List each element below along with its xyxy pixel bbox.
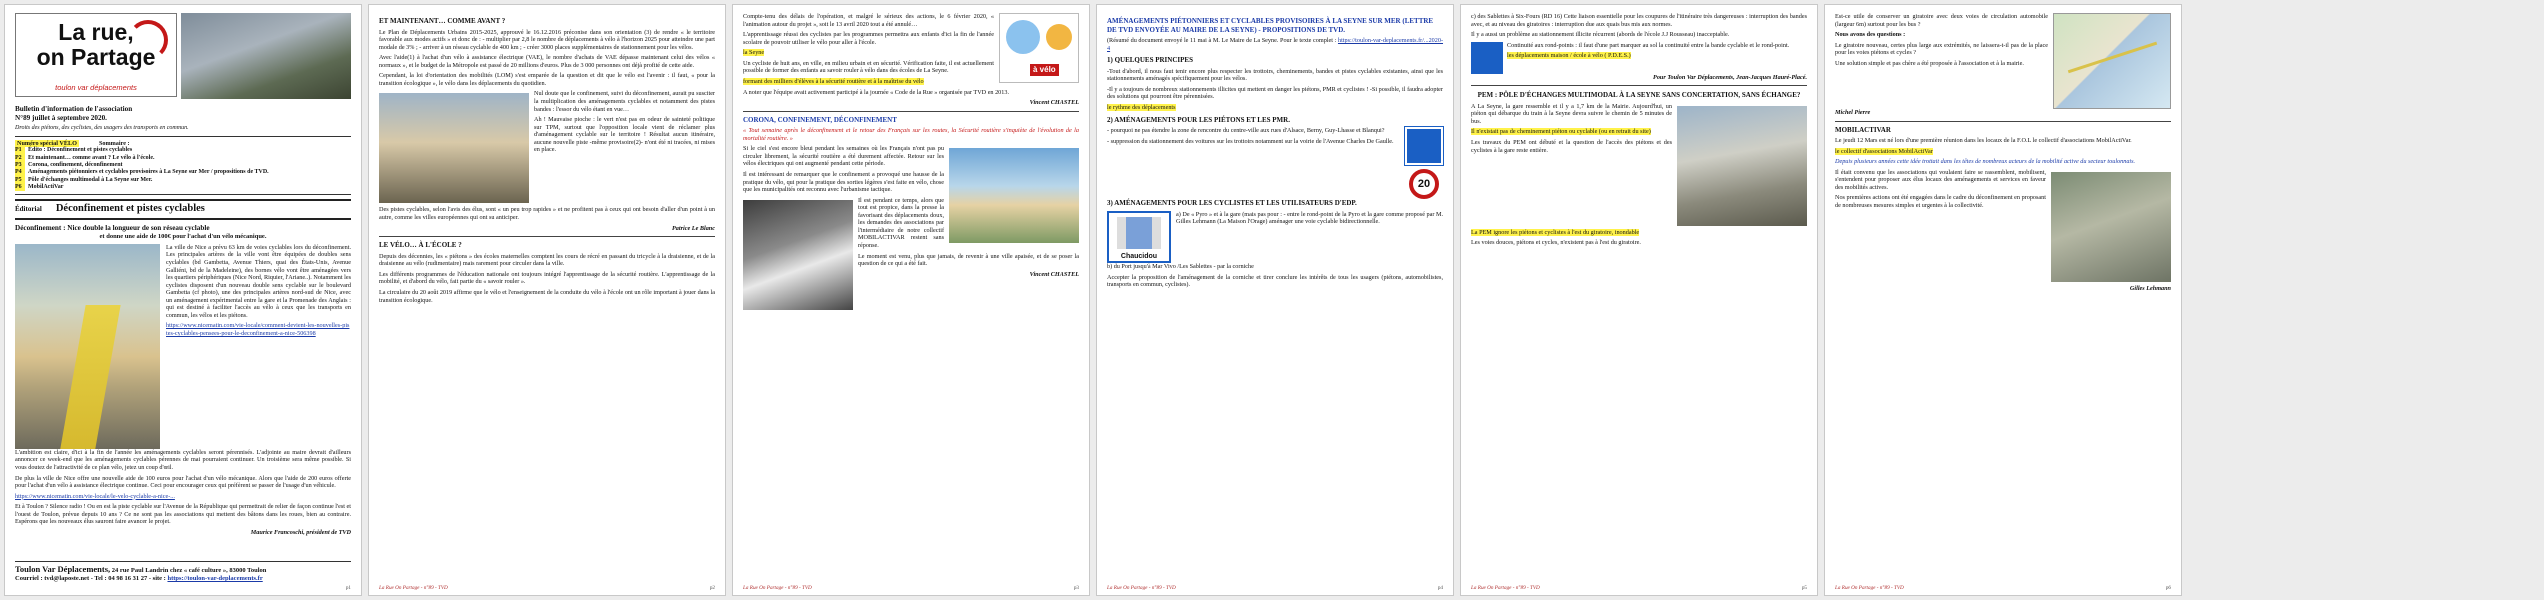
newsletter-logo	[15, 13, 177, 97]
editorial-body-1: La ville de Nice a prévu 63 km de voies cyclables lors du déconfinement. Les principales artères de la ville vont être équipées de doubles sens cyclables (bd Gambetta, Avenue Thiers, quai des États-Unis, Avenue Galliéni, bd de la Madeleine), des bornes vélo vont être aménagées vers les quartiers périphériques (Nice Nord, Riquier, l'Ariane..). Notamment les cyclistes disposent d'un nouveau double sens cyclable sur le boulevard Gambetta (cf photo), une des principales artères nord-sud de Nice, avec un aménagement expérimental entre la gare et la Promenade des Anglais : qui est destiné à faciliter l'accès au vélo à ceux que les transports en commun, les vélos et les piétons.	[166, 243, 351, 319]
article-paragraph: Nul doute que le confinement, suivi du déconfinement, aurait pu susciter la multiplication des aménagements cyclables et notamment des pistes bandes : l'essor du vélo étant en vue…	[534, 90, 715, 113]
intro-link[interactable]: https://toulon-var-deplacements.fr/...2020-4	[1107, 37, 1444, 52]
editorial-header	[15, 199, 351, 220]
article-paragraph: Cependant, la loi d'orientation des mobilités (LOM) s'est emparée de la question et dit que le vélo est l'avenir : il faut, « pour la transition écologique », le vélo dans les déplacements du quotidien.	[379, 72, 715, 87]
editorial-body-2: L'ambition est claire, d'ici à la fin de l'année les aménagements cyclables seront pérennisés. L'adjointe au maire devrait d'ailleurs annoncer ce week-end que les aménagements cyclables pérennes de mai pourraient continuer. Un troisième sera même possible. Si vous doutez de l'attractivité de ce plan vélo, jetez un coup d'œil.	[15, 448, 351, 471]
section-heading: 3) AMÉNAGEMENTS POUR LES CYCLISTES ET LES UTILISATEURS D'EDP.	[1107, 199, 1357, 208]
logo-title-line1: La rue,	[58, 19, 134, 45]
article-paragraph: Le Plan de Déplacements Urbains 2015-2025, approuvé le 16.12.2016 préconise dans son orientation (3) de rendre « le territoire favorable aux modes actifs » et donc de : - multiplier par 2,8 le nombre de déplacements à vélo à l'horizon 2025 pour atteindre une part modale de 3% ; - arriver à un réseau cyclable de 400 km ; - créer 3000 places supplémentaires de stationnement pour les vélos.	[379, 28, 715, 51]
article-signature: Vincent CHASTEL	[1029, 270, 1079, 278]
questions-heading: Nous avons des questions :	[1835, 31, 1906, 39]
editorial-signature: Maurice Francoschi, président de TVD	[250, 528, 351, 536]
article-paragraph: Il était convenu que les associations qui voulaient faire se rassemblent, mobilisent, s'entendent pour proposer aux élus locaux des aménagements et services en faveur des mobilités actives.	[1835, 168, 2046, 191]
toc-item[interactable]	[15, 169, 351, 176]
toc-label: Édito : Déconfinement et pistes cyclables	[28, 147, 133, 154]
association-contact	[15, 561, 351, 583]
chaucidou-sign	[1107, 211, 1171, 264]
page-number: p1	[345, 584, 351, 591]
page-3	[732, 4, 1090, 596]
article-paragraph: - pourquoi ne pas étendre la zone de rencontre du centre-ville aux rues d'Alsace, Berny, Guy-Lhasse et Blanqui?	[1107, 127, 1385, 135]
contact-org: Toulon Var Déplacements,	[15, 564, 111, 575]
article-link-1[interactable]: https://www.nicematin.com/vie-locale/comment-devient-les-nouvelles-pistes-cyclables-pensees-pour-le-deconfinement-a-nice-506398	[166, 322, 350, 337]
cyclists-photo	[379, 93, 529, 203]
article-paragraph: La circulaire du 20 août 2019 affirme que le vélo et l'enseignement de la conduite du vélo à l'école ont un rôle important à jouer dans la transition écologique.	[379, 288, 715, 304]
protest-photo	[743, 200, 853, 310]
roundabout-map	[2053, 13, 2171, 109]
page-2	[368, 4, 726, 596]
page-number: p6	[2165, 584, 2171, 591]
toc-page: P4	[15, 169, 25, 176]
toc-item[interactable]	[15, 155, 351, 162]
article-paragraph: Avec l'aide(1) à l'achat d'un vélo à assistance électrique (VAE), le nombre d'achats de VAE dépasse maintenant celui des vélos « normaux », et le budget de la Métropole est passé de 20 millions d'euros. Plus de 3 000 personnes ont déjà profité de cette aide.	[379, 54, 715, 69]
article-paragraph: L'apprentissage réussi des cyclistes par les programmes permettra aux enfants d'ici la fin de l'année scolaire de pouvoir utiliser le vélo pour aller à l'école.	[743, 31, 994, 46]
article-paragraph: b) du Port jusqu'à Mar Vivo /Les Sablettes - par la corniche	[1107, 263, 1254, 271]
pedestrian-zone-sign-icon	[1405, 127, 1443, 165]
editorial-body-4: Et à Toulon ? Silence radio ! Ou en est la piste cyclable sur l'Avenue de la République qui permettrait de relier de façon continue l'est et l'ouest de Toulon, prévue depuis 10 ans ? Ce ne sont pas les associations qui mettent des bâtons dans les roues, bien au contraire. Espérons que les nouveaux élus sauront faire avancer le projet.	[15, 503, 351, 526]
article-paragraph: -Tout d'abord, il nous faut tenir encore plus respecter les trottoirs, cheminements, bandes et pistes cyclables existantes, ainsi que les stationnements aménagés spécifiquement pour les vélos.	[1107, 67, 1443, 83]
editorial-title: Déconfinement et pistes cyclables	[55, 203, 205, 215]
footer-title: La Rue On Partage - n°89 - TVD	[743, 584, 812, 591]
toc-page: P2	[15, 155, 25, 162]
highlight: Il n'existait pas de cheminement piéton ou cyclable (ou en retrait du site)	[1471, 128, 1651, 136]
intro-text: (Résumé du document envoyé le 11 mai à M. Le Maire de La Seyne. Pour le texte complet :	[1107, 37, 1337, 45]
savoir-rouler-logo	[999, 13, 1079, 83]
bulletin-number: N°89 juillet à septembre 2020.	[15, 113, 107, 122]
article-paragraph: A La Seyne, la gare ressemble et il y a 1,7 km de la Mairie. Aujourd'hui, un piéton qui débarque du train à la Seyne devra suivre le chemin de 5 minutes de bus.	[1471, 102, 1672, 125]
page-5	[1460, 4, 1818, 596]
toc-page: P1	[15, 147, 25, 154]
table-of-contents	[15, 136, 351, 195]
editorial-label: Éditorial	[15, 205, 42, 214]
article-paragraph: - suppression du stationnement des voitures sur les trottoirs notamment sur la voirie de l'Avenue Charles De Gaulle.	[1107, 137, 1394, 145]
article-paragraph: Depuis plusieurs années cette idée trottait dans les têtes de nombreux acteurs de la mobilité active du secteur toulonnais.	[1835, 158, 2136, 166]
toc-label: Pôle d'échanges multimodal à La Seyne sur Mer.	[28, 176, 153, 183]
article-paragraph: Une solution simple et pas chère a été proposée à l'association et à la mairie.	[1835, 59, 2024, 67]
footer-title: La Rue On Partage - n°89 - TVD	[1471, 584, 1540, 591]
article-title: AMÉNAGEMENTS PIÉTONNIERS ET CYCLABLES PROVISOIRES À LA SEYNE SUR MER (LETTRE DE TVD ENVOYÉE AU MAIRE DE LA SEYNE) - PROPOSITIONS DE TVD.	[1107, 17, 1434, 34]
bike-parking-photo	[2051, 172, 2171, 282]
page-number: p3	[1073, 584, 1079, 591]
article-signature: Michel Pierre	[1835, 109, 1871, 116]
footer-title: La Rue On Partage - n°89 - TVD	[1835, 584, 1904, 591]
toc-item[interactable]	[15, 184, 351, 191]
contact-address: 24 rue Paul Landrin chez « café culture », 83000 Toulon	[111, 567, 267, 575]
article-signature: Pour Toulon Var Déplacements, Jean-Jacques Hauré-Placé.	[1653, 73, 1807, 81]
logo-subtitle: toulon var déplacements	[55, 82, 137, 92]
article-title: MOBILACTIVAR	[1835, 125, 1891, 134]
highlight: le collectif d'associations MobilActiVar	[1835, 147, 1933, 155]
article-paragraph: Si le ciel s'est encore bleui pendant les semaines où les Français n'ont pas pu circuler librement, la sécurité routière a été durement affectée. Retour sur les vélos électriques qui ont augmenté pendant cette période.	[743, 145, 944, 168]
article-signature: Vincent CHASTEL	[1029, 99, 1079, 107]
article-paragraph: Le jeudi 12 Mars est né lors d'une première réunion dans les locaux de la F.O.L le collectif d'associations MobilActiVar.	[1835, 137, 2132, 145]
editorial-body-3: De plus la ville de Nice offre une nouvelle aide de 100 euros pour l'achat d'un vélo mécanique. Alors que l'aide de 200 euros offerte pour l'achat d'un vélo à assistance électrique continue. Ceci pour encourager ceux qui préfèrent se passer de l'usage d'un véhicule.	[15, 474, 351, 490]
toc-label: Aménagements piétonniers et cyclables provisoires à La Seyne sur Mer / propositions de TVD.	[28, 169, 269, 176]
page-number: p5	[1801, 584, 1807, 591]
highlight: formant des milliers d'élèves à la sécurité routière et à la maîtrise du vélo	[743, 77, 924, 85]
article-paragraph: -Il y a toujours de nombreux stationnements illicites qui mettent en danger les piétons, PMR et cyclistes ! -Si possible, il faudra adopter des solutions qui pourront être pérennisées.	[1107, 85, 1443, 101]
highlight: le rythme des déplacements	[1107, 103, 1176, 111]
article-paragraph: Les voies douces, piétons et cycles, n'existent pas à l'est du giratoire.	[1471, 239, 1641, 247]
bulletin-subtitle: Droits des piétons, des cyclistes, des usagers des transports en commun.	[15, 124, 189, 131]
toc-label: MobilActiVar	[28, 184, 64, 190]
toc-page: P5	[15, 177, 25, 184]
article-title: ET MAINTENANT… COMME AVANT ?	[379, 17, 506, 25]
article-quote: « Tout semaine après le déconfinement et le retour des Français sur les routes, la Sécurité routière s'inquiète de l'évolution de la mortalité routière. »	[743, 127, 1079, 142]
page-1	[4, 4, 362, 596]
article-title: CORONA, CONFINEMENT, DÉCONFINEMENT	[743, 115, 897, 124]
chaucidou-label: Chaucidou	[1120, 252, 1158, 260]
toc-item[interactable]	[15, 177, 351, 184]
article-paragraph: Les différents programmes de l'éducation nationale ont toujours intégré l'apprentissage de la sécurité routière. L'apprentissage de la mobilité, et d'abord du vélo, fait partie du « savoir rouler ».	[379, 270, 715, 286]
highlight: la Seyne	[743, 49, 765, 57]
page-number: p2	[709, 584, 715, 591]
article-paragraph: Un cycliste de huit ans, en ville, en milieu urbain et en sécurité. Vérification faite, il est actuellement possible de former des enfants au savoir rouler à vélo dans des écoles de La Seyne.	[743, 59, 994, 75]
bike-lane-photo	[15, 244, 160, 449]
article-paragraph: c) des Sablettes à Six-Fours (RD 16) Cette liaison essentielle pour les coupures de l'itinéraire très dangereuses : interruption des bandes avec, et au niveau des giratoires : interruption due aux quais bus mis aux normes.	[1471, 13, 1807, 28]
page-number: p4	[1437, 584, 1443, 591]
article-paragraph: a) De « Pyro » et à la gare (mais pas pour : - entre le rond-point de la Pyro et la gare comme proposé par M. Gilles Lehmann (La Maison l'Orage) aménager une voie cyclable bidirectionnelle.	[1176, 210, 1443, 226]
article-title: LE VÉLO… À L'ÉCOLE ?	[379, 241, 462, 250]
sommaire-label: Sommaire :	[98, 139, 130, 147]
toc-label: Et maintenant… comme avant ? Le vélo à l'école.	[28, 154, 155, 161]
section-heading: 1) QUELQUES PRINCIPES	[1107, 56, 1193, 65]
article-signature: Patrice Le Blanc	[672, 224, 715, 232]
highlight: La PEM ignore les piétons et cyclistes à l'est du giratoire, inondable	[1471, 228, 1640, 236]
savoir-rouler-label: à vélo	[1030, 64, 1059, 76]
article-title: PEM : PÔLE D'ÉCHANGES MULTIMODAL À LA SEYNE SANS CONCERTATION, SANS ÉCHANGE?	[1477, 91, 1801, 100]
article-link-2[interactable]: https://www.nicematin.com/vie-locale/le-velo-cyclable-a-nice-...	[15, 492, 175, 500]
article-paragraph: Est-ce utile de conserver un giratoire avec deux voies de circulation automobile (largeur 6m) surtout pour les bus ?	[1835, 13, 2048, 28]
article-paragraph: Il y a aussi un problème au stationnement illicite récurrent (abords de l'école J.J Rousseau) inacceptable.	[1471, 31, 1730, 39]
lead-subheadline: et donne une aide de 100€ pour l'achat d'un vélo mécanique.	[99, 232, 267, 240]
page-4	[1096, 4, 1454, 596]
page-6	[1824, 4, 2182, 596]
pem-construction-photo	[1677, 106, 1807, 226]
bulletin-title: Bulletin d'information de l'association	[15, 105, 133, 113]
article-paragraph: Les travaux du PEM ont débuté et la question de l'accès des piétons et des cyclistes à la gare reste entière.	[1471, 139, 1672, 154]
footer-title: La Rue On Partage - n°89 - TVD	[379, 584, 448, 591]
cycle-sign-icon	[1471, 42, 1503, 74]
article-signature: Gilles Lehmann	[2129, 284, 2171, 292]
article-paragraph: Continuité aux rond-points : il faut d'une part marquer au sol la continuité entre la bande cyclable et le rond-point.	[1507, 41, 1790, 49]
contact-details: Courriel : tvd@laposte.net - Tel : 04 98 16 31 27 - site :	[15, 575, 166, 583]
beach-photo	[949, 148, 1079, 243]
article-paragraph: Des pistes cyclables, selon l'avis des élus, sont « un peu trop rapides » et ne profitent pas à ceux qui ont besoin d'aller d'un point à un autre, comme les villes européennes qui ont su anticiper.	[379, 206, 715, 222]
article-paragraph: Le giratoire nouveau, certes plus large aux extrémités, ne laissera-t-il pas de la place pour les voies piétons et cycles ?	[1835, 41, 2048, 57]
cover-photo	[181, 13, 351, 99]
article-paragraph: A noter que l'équipe avait activement participé à la journée « Code de la Rue » organisée par TVD en 2013.	[743, 88, 1009, 96]
toc-item[interactable]	[15, 147, 351, 154]
toc-label: Corona, confinement, déconfinement	[28, 162, 123, 169]
swoosh-icon	[128, 20, 168, 60]
article-paragraph: Le moment est venu, plus que jamais, de revenir à une ville apaisée, et de se poser la question de ce qui a été fait.	[858, 252, 1079, 268]
article-paragraph: Nos premières actions ont été engagées dans le cadre du déconfinement en proposant de nombreuses mesures simples et urgentes à la collectivité.	[1835, 194, 2046, 210]
article-paragraph: Il est intéressant de remarquer que le confinement a provoqué une hausse de la pratique du vélo, qui pour la pratique des sorties légères s'est faite en vélo, chose que les municipalités ont reconnu avec l'urbanisme tactique.	[743, 170, 944, 194]
article-paragraph: Compte-tenu des délais de l'opération, et malgré le sérieux des actions, le 6 février 2020, « l'animation autour du projet », soit le 13 avril 2020 tout a été annulé…	[743, 13, 994, 28]
article-paragraph: Depuis des décennies, les « piétons » des écoles maternelles comptent les cours de récré en passant du tricycle à la draisienne, et de la draisienne au vélo (rudimentaire) mais rarement pour circuler dans la ville.	[379, 252, 715, 268]
lead-headline: Déconfinement : Nice double la longueur de son réseau cyclable	[15, 224, 210, 233]
speed-limit-20-icon: 20	[1409, 169, 1439, 199]
article-paragraph: Accepter la proposition de l'aménagement de la corniche et tirer conclure les intérêts de tous les usagers (piétons, automobilistes, transports en commun, cyclistes).	[1107, 273, 1443, 289]
toc-page: P3	[15, 162, 25, 169]
toc-page: P6	[15, 184, 25, 191]
special-issue-tag: Numéro spécial VÉLO	[17, 139, 77, 147]
highlight: les déplacements maison / école à vélo ( P.D.E.S.)	[1507, 52, 1631, 60]
article-paragraph: Il est pendant ce temps, alors que tout est propice, dans la presse la favorisant des déplacements doux, les demandes des associations par l'intermédiaire de notre collectif MOBILACTIVAR restent sans réponse.	[858, 196, 944, 250]
logo-title-line2: on Partage	[36, 44, 156, 70]
section-heading: 2) AMÉNAGEMENTS POUR LES PIÉTONS ET LES PMR.	[1107, 115, 1290, 124]
footer-title: La Rue On Partage - n°89 - TVD	[1107, 584, 1176, 591]
website-link[interactable]: https://toulon-var-deplacements.fr	[167, 575, 263, 583]
toc-item[interactable]	[15, 162, 351, 169]
article-paragraph: Ah ! Mauvaise pioche : le vert n'est pas en odeur de sainteté politique sur TPM, surtout que l'opposition locale vient de réclamer plus d'aménagement cyclable sur le territoire ! Résultat aucun itinéraire, aucune nouvelle piste -même provisoire(2)- n'ont été ni tracées, ni mises en place.	[534, 116, 715, 154]
